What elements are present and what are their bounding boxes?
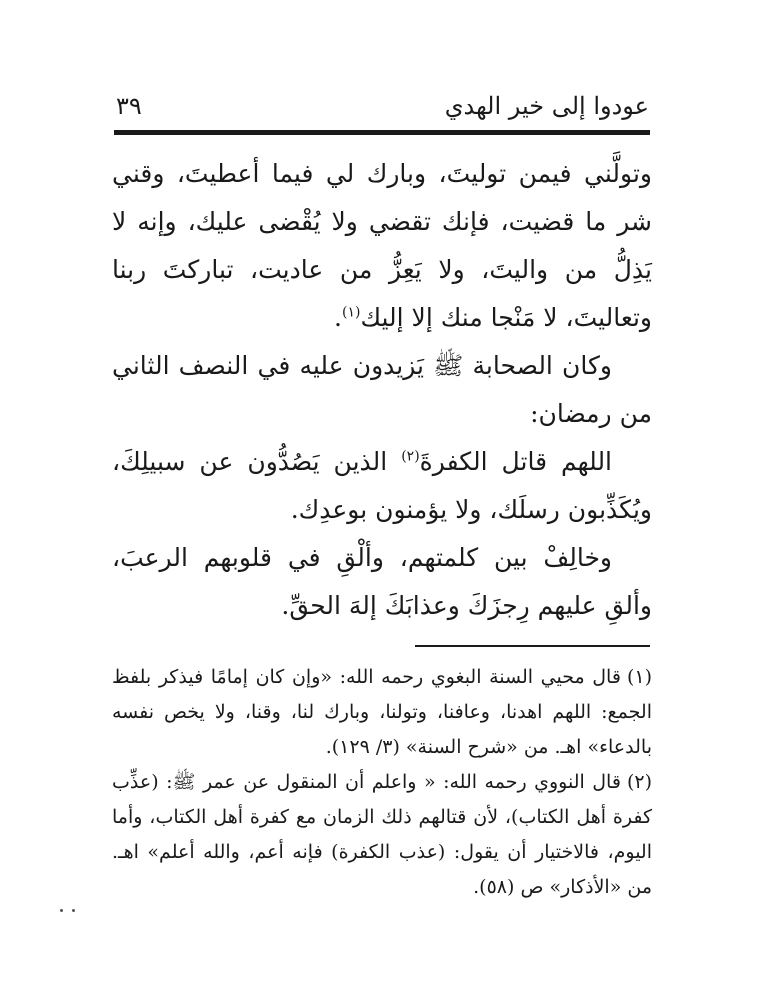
- footnote-ref-1: (١): [341, 304, 361, 321]
- footnotes: [112, 660, 652, 905]
- main-text: [112, 150, 652, 630]
- footnote-2-number: (٢): [626, 771, 652, 793]
- paragraph-1-end: .: [334, 303, 342, 332]
- paragraph-3: [112, 438, 652, 534]
- footnote-1-number: (١): [626, 666, 652, 688]
- footnote-separator: [415, 645, 650, 647]
- paragraph-1-text: وتولَّني فيمن توليتَ، وبارك لي فيما أعطيتَ، وقني شر ما قضيت، فإنك تقضي ولا يُقْضى عليك، وإنه لا يَذِلُّ من واليتَ، ولا يَعِزُّ من عاديت، تباركتَ ربنا وتعاليتَ، لا مَنْجا منك إلا إليك: [112, 159, 652, 332]
- scan-speck: [72, 909, 75, 912]
- paragraph-1: [112, 150, 652, 342]
- paragraph-4: وخالِفْ بين كلمتهم، وألْقِ في قلوبهم الرعبَ، وألقِ عليهم رِجزَكَ وعذابَكَ إلهَ الحقِّ.: [112, 543, 652, 620]
- scan-speck: [60, 909, 63, 912]
- running-title: عودوا إلى خير الهدي: [444, 92, 649, 120]
- footnote-2: [112, 765, 652, 905]
- paragraph-3-start: اللهم قاتل الكفرةَ: [419, 447, 613, 476]
- footnote-1: [112, 660, 652, 765]
- footnote-ref-2: (٢): [401, 448, 420, 465]
- footnote-1-text: قال محيي السنة البغوي رحمه الله: «وإن كان إمامًا فيذكر بلفظ الجمع: اللهم اهدنا، وعافنا، وتولنا، وبارك لنا، وقنا، ولا يخص نفسه بالدعاء» اهـ. من «شرح السنة» (٣/ ١٢٩).: [112, 666, 652, 758]
- paragraph-3-rest: الذين يَصُدُّون عن سبيلِكَ، ويُكَذِّبون رسلَك، ولا يؤمنون بوعدِك.: [112, 447, 652, 524]
- footnote-2-text: قال النووي رحمه الله: « واعلم أن المنقول عن عمر ﷺ: (عذِّب كفرة أهل الكتاب)، لأن قتالهم ذلك الزمان مع كفرة أهل الكتاب، وأما اليوم، فالاختيار أن يقول: (عذب الكفرة) فإنه أعم، والله أعلم» اهـ. من «الأذكار» ص (٥٨).: [112, 771, 652, 898]
- header-rule: [114, 130, 650, 135]
- paragraph-2: وكان الصحابة ﷺ يَزيدون عليه في النصف الثاني من رمضان:: [112, 351, 652, 428]
- page-header: [116, 90, 649, 124]
- page-number: ٣٩: [116, 92, 142, 120]
